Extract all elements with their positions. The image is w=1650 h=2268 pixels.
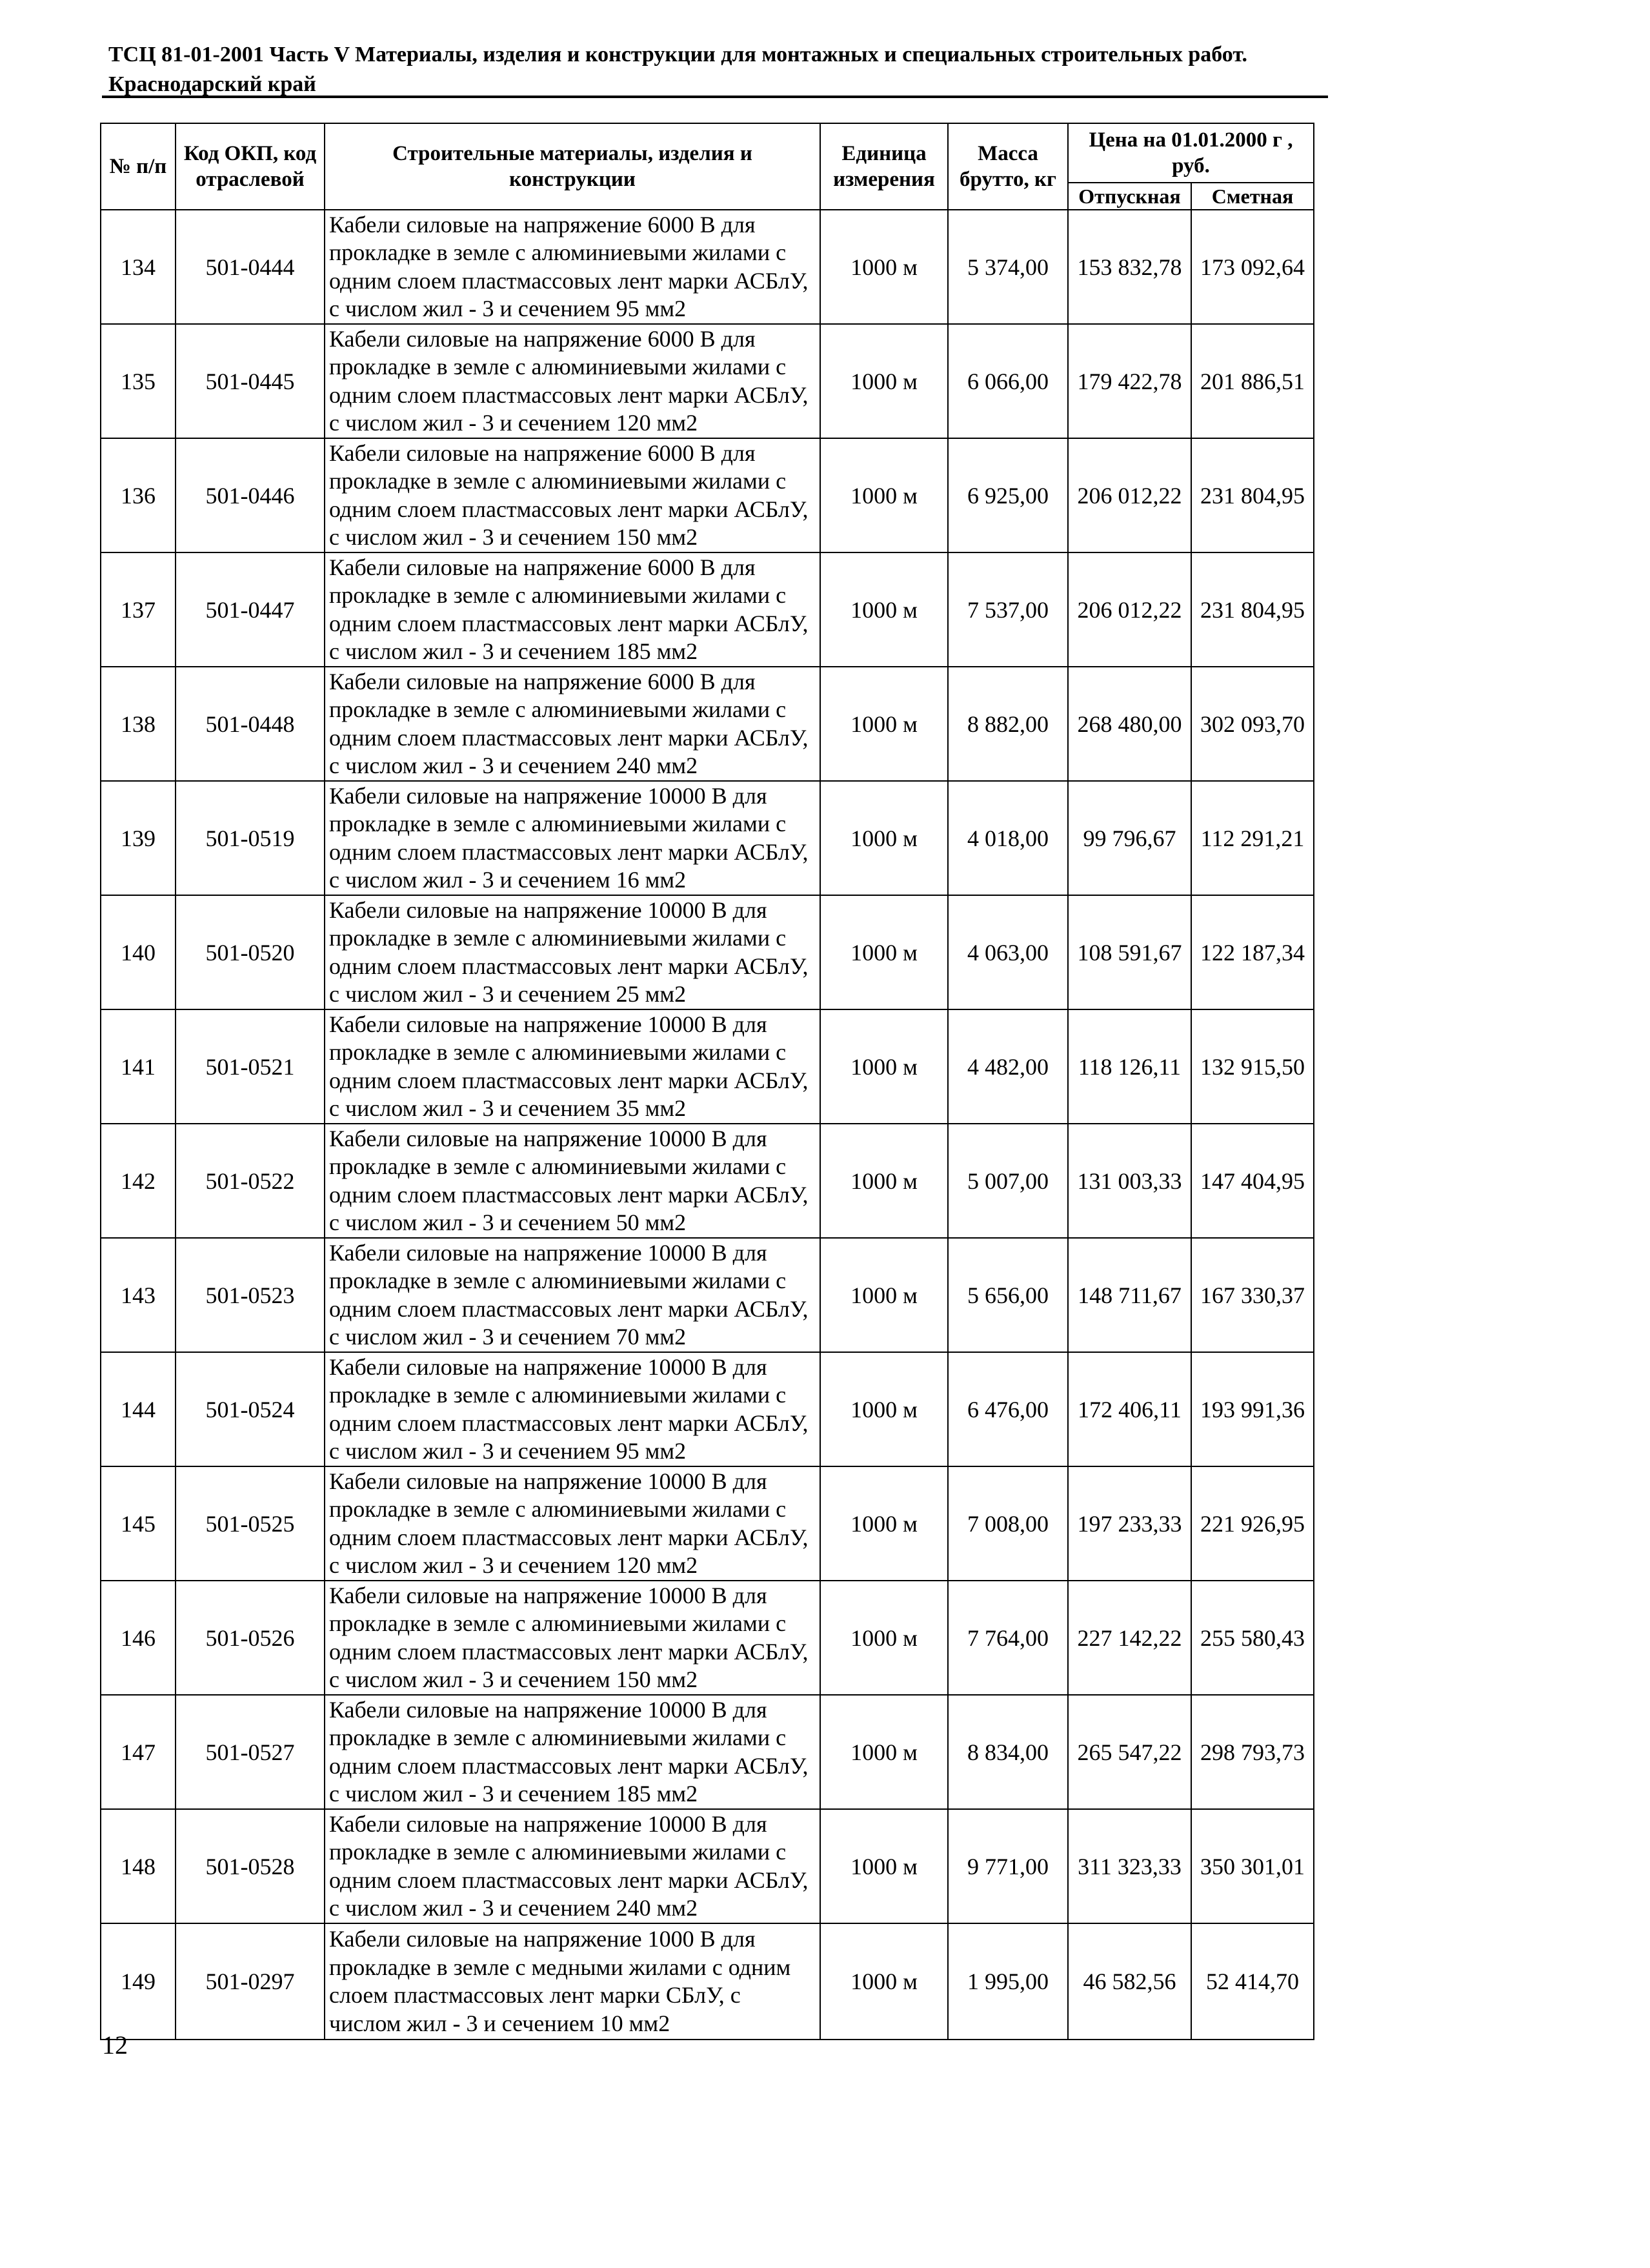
table-row <box>101 1124 1314 1238</box>
row-unit: 1000 м <box>820 1923 948 2040</box>
row-code: 501-0528 <box>176 1809 325 1923</box>
row-description: Кабели силовые на напряжение 6000 В для прокладке в земле с алюминиевыми жилами с одним слоем пластмассовых лент марки АСБлУ, с числом жил - 3 и сечением 95 мм2 <box>325 210 820 324</box>
row-unit: 1000 м <box>820 1124 948 1238</box>
row-num: 145 <box>101 1466 176 1581</box>
row-description: Кабели силовые на напряжение 10000 В для прокладке в земле с алюминиевыми жилами с одним слоем пластмассовых лент марки АСБлУ, с числом жил - 3 и сечением 35 мм2 <box>325 1009 820 1124</box>
header-divider <box>102 96 1328 98</box>
row-unit: 1000 м <box>820 210 948 324</box>
price-table <box>100 123 1314 2040</box>
row-num: 147 <box>101 1695 176 1809</box>
row-estimate-price: 231 804,95 <box>1191 438 1314 552</box>
table-row <box>101 438 1314 552</box>
row-description: Кабели силовые на напряжение 10000 В для прокладке в земле с алюминиевыми жилами с одним слоем пластмассовых лент марки АСБлУ, с числом жил - 3 и сечением 185 мм2 <box>325 1695 820 1809</box>
row-unit: 1000 м <box>820 1695 948 1809</box>
row-unit: 1000 м <box>820 1352 948 1466</box>
row-description: Кабели силовые на напряжение 6000 В для прокладке в земле с алюминиевыми жилами с одним слоем пластмассовых лент марки АСБлУ, с числом жил - 3 и сечением 240 мм2 <box>325 667 820 781</box>
row-mass: 8 882,00 <box>948 667 1068 781</box>
row-release-price: 268 480,00 <box>1068 667 1191 781</box>
row-description: Кабели силовые на напряжение 6000 В для прокладке в земле с алюминиевыми жилами с одним слоем пластмассовых лент марки АСБлУ, с числом жил - 3 и сечением 120 мм2 <box>325 324 820 438</box>
row-num: 134 <box>101 210 176 324</box>
table-row <box>101 781 1314 895</box>
table-row <box>101 552 1314 667</box>
row-code: 501-0521 <box>176 1009 325 1124</box>
row-num: 148 <box>101 1809 176 1923</box>
row-release-price: 197 233,33 <box>1068 1466 1191 1581</box>
row-num: 149 <box>101 1923 176 2040</box>
column-header-mass: Масса брутто, кг <box>948 123 1068 210</box>
row-description: Кабели силовые на напряжение 10000 В для прокладке в земле с алюминиевыми жилами с одним слоем пластмассовых лент марки АСБлУ, с числом жил - 3 и сечением 240 мм2 <box>325 1809 820 1923</box>
row-estimate-price: 122 187,34 <box>1191 895 1314 1009</box>
row-release-price: 206 012,22 <box>1068 552 1191 667</box>
row-release-price: 206 012,22 <box>1068 438 1191 552</box>
row-description: Кабели силовые на напряжение 10000 В для прокладке в земле с алюминиевыми жилами с одним слоем пластмассовых лент марки АСБлУ, с числом жил - 3 и сечением 150 мм2 <box>325 1581 820 1695</box>
row-code: 501-0448 <box>176 667 325 781</box>
row-code: 501-0526 <box>176 1581 325 1695</box>
row-release-price: 99 796,67 <box>1068 781 1191 895</box>
row-mass: 7 008,00 <box>948 1466 1068 1581</box>
page-number: 12 <box>102 2030 128 2060</box>
row-description: Кабели силовые на напряжение 10000 В для прокладке в земле с алюминиевыми жилами с одним слоем пластмассовых лент марки АСБлУ, с числом жил - 3 и сечением 95 мм2 <box>325 1352 820 1466</box>
row-num: 139 <box>101 781 176 895</box>
row-mass: 9 771,00 <box>948 1809 1068 1923</box>
table-row <box>101 1695 1314 1809</box>
row-mass: 5 007,00 <box>948 1124 1068 1238</box>
row-unit: 1000 м <box>820 895 948 1009</box>
row-mass: 1 995,00 <box>948 1923 1068 2040</box>
column-header-price-group: Цена на 01.01.2000 г , руб. <box>1068 123 1314 183</box>
row-estimate-price: 201 886,51 <box>1191 324 1314 438</box>
row-estimate-price: 132 915,50 <box>1191 1009 1314 1124</box>
row-mass: 4 482,00 <box>948 1009 1068 1124</box>
table-row <box>101 1238 1314 1352</box>
table-row <box>101 1581 1314 1695</box>
row-mass: 5 374,00 <box>948 210 1068 324</box>
row-release-price: 148 711,67 <box>1068 1238 1191 1352</box>
row-description: Кабели силовые на напряжение 10000 В для прокладке в земле с алюминиевыми жилами с одним слоем пластмассовых лент марки АСБлУ, с числом жил - 3 и сечением 16 мм2 <box>325 781 820 895</box>
row-num: 136 <box>101 438 176 552</box>
row-code: 501-0527 <box>176 1695 325 1809</box>
row-estimate-price: 255 580,43 <box>1191 1581 1314 1695</box>
row-release-price: 172 406,11 <box>1068 1352 1191 1466</box>
row-code: 501-0445 <box>176 324 325 438</box>
table-row <box>101 1009 1314 1124</box>
row-unit: 1000 м <box>820 1581 948 1695</box>
row-code: 501-0444 <box>176 210 325 324</box>
table-row <box>101 1923 1314 2040</box>
row-unit: 1000 м <box>820 667 948 781</box>
row-code: 501-0519 <box>176 781 325 895</box>
row-num: 141 <box>101 1009 176 1124</box>
row-estimate-price: 112 291,21 <box>1191 781 1314 895</box>
row-mass: 6 925,00 <box>948 438 1068 552</box>
row-code: 501-0523 <box>176 1238 325 1352</box>
row-num: 138 <box>101 667 176 781</box>
row-unit: 1000 м <box>820 1809 948 1923</box>
row-code: 501-0297 <box>176 1923 325 2040</box>
row-estimate-price: 350 301,01 <box>1191 1809 1314 1923</box>
row-code: 501-0447 <box>176 552 325 667</box>
row-estimate-price: 193 991,36 <box>1191 1352 1314 1466</box>
row-description: Кабели силовые на напряжение 1000 В для прокладке в земле с медными жилами с одним слоем пластмассовых лент марки СБлУ, с числом жил - 3 и сечением 10 мм2 <box>325 1923 820 2040</box>
row-mass: 7 764,00 <box>948 1581 1068 1695</box>
row-mass: 8 834,00 <box>948 1695 1068 1809</box>
table-row <box>101 210 1314 324</box>
table-row <box>101 324 1314 438</box>
row-num: 144 <box>101 1352 176 1466</box>
row-estimate-price: 221 926,95 <box>1191 1466 1314 1581</box>
row-release-price: 265 547,22 <box>1068 1695 1191 1809</box>
row-release-price: 131 003,33 <box>1068 1124 1191 1238</box>
header-region: Краснодарский край <box>108 72 316 96</box>
row-release-price: 227 142,22 <box>1068 1581 1191 1695</box>
row-description: Кабели силовые на напряжение 6000 В для прокладке в земле с алюминиевыми жилами с одним слоем пластмассовых лент марки АСБлУ, с числом жил - 3 и сечением 150 мм2 <box>325 438 820 552</box>
row-unit: 1000 м <box>820 1466 948 1581</box>
row-release-price: 46 582,56 <box>1068 1923 1191 2040</box>
table-row <box>101 667 1314 781</box>
row-mass: 4 018,00 <box>948 781 1068 895</box>
column-header-num: № п/п <box>101 123 176 210</box>
row-description: Кабели силовые на напряжение 10000 В для прокладке в земле с алюминиевыми жилами с одним слоем пластмассовых лент марки АСБлУ, с числом жил - 3 и сечением 120 мм2 <box>325 1466 820 1581</box>
row-description: Кабели силовые на напряжение 10000 В для прокладке в земле с алюминиевыми жилами с одним слоем пластмассовых лент марки АСБлУ, с числом жил - 3 и сечением 50 мм2 <box>325 1124 820 1238</box>
row-mass: 5 656,00 <box>948 1238 1068 1352</box>
row-release-price: 108 591,67 <box>1068 895 1191 1009</box>
row-estimate-price: 302 093,70 <box>1191 667 1314 781</box>
row-unit: 1000 м <box>820 438 948 552</box>
table-row <box>101 895 1314 1009</box>
row-code: 501-0524 <box>176 1352 325 1466</box>
row-code: 501-0446 <box>176 438 325 552</box>
row-code: 501-0522 <box>176 1124 325 1238</box>
column-header-release-price: Отпускная <box>1068 183 1191 210</box>
row-release-price: 118 126,11 <box>1068 1009 1191 1124</box>
row-num: 143 <box>101 1238 176 1352</box>
row-mass: 7 537,00 <box>948 552 1068 667</box>
row-estimate-price: 52 414,70 <box>1191 1923 1314 2040</box>
table-row <box>101 1352 1314 1466</box>
row-release-price: 179 422,78 <box>1068 324 1191 438</box>
row-code: 501-0525 <box>176 1466 325 1581</box>
row-release-price: 311 323,33 <box>1068 1809 1191 1923</box>
row-description: Кабели силовые на напряжение 10000 В для прокладке в земле с алюминиевыми жилами с одним слоем пластмассовых лент марки АСБлУ, с числом жил - 3 и сечением 70 мм2 <box>325 1238 820 1352</box>
row-description: Кабели силовые на напряжение 10000 В для прокладке в земле с алюминиевыми жилами с одним слоем пластмассовых лент марки АСБлУ, с числом жил - 3 и сечением 25 мм2 <box>325 895 820 1009</box>
column-header-name: Строительные материалы, изделия и конструкции <box>325 123 820 210</box>
row-description: Кабели силовые на напряжение 6000 В для прокладке в земле с алюминиевыми жилами с одним слоем пластмассовых лент марки АСБлУ, с числом жил - 3 и сечением 185 мм2 <box>325 552 820 667</box>
row-num: 146 <box>101 1581 176 1695</box>
row-estimate-price: 147 404,95 <box>1191 1124 1314 1238</box>
row-unit: 1000 м <box>820 324 948 438</box>
row-num: 137 <box>101 552 176 667</box>
column-header-estimate-price: Сметная <box>1191 183 1314 210</box>
row-code: 501-0520 <box>176 895 325 1009</box>
row-mass: 6 066,00 <box>948 324 1068 438</box>
row-num: 140 <box>101 895 176 1009</box>
row-num: 142 <box>101 1124 176 1238</box>
row-estimate-price: 231 804,95 <box>1191 552 1314 667</box>
row-unit: 1000 м <box>820 781 948 895</box>
row-estimate-price: 173 092,64 <box>1191 210 1314 324</box>
table-body <box>101 210 1314 2040</box>
row-estimate-price: 167 330,37 <box>1191 1238 1314 1352</box>
column-header-code: Код ОКП, код отраслевой <box>176 123 325 210</box>
table-row <box>101 1466 1314 1581</box>
header-title: ТСЦ 81-01-2001 Часть V Материалы, изделия и конструкции для монтажных и специальных строительных работ. <box>108 43 1247 66</box>
row-mass: 6 476,00 <box>948 1352 1068 1466</box>
row-num: 135 <box>101 324 176 438</box>
table-row <box>101 1809 1314 1923</box>
column-header-unit: Единица измерения <box>820 123 948 210</box>
row-release-price: 153 832,78 <box>1068 210 1191 324</box>
row-unit: 1000 м <box>820 552 948 667</box>
row-estimate-price: 298 793,73 <box>1191 1695 1314 1809</box>
row-mass: 4 063,00 <box>948 895 1068 1009</box>
document-header <box>108 40 1334 99</box>
row-unit: 1000 м <box>820 1009 948 1124</box>
row-unit: 1000 м <box>820 1238 948 1352</box>
